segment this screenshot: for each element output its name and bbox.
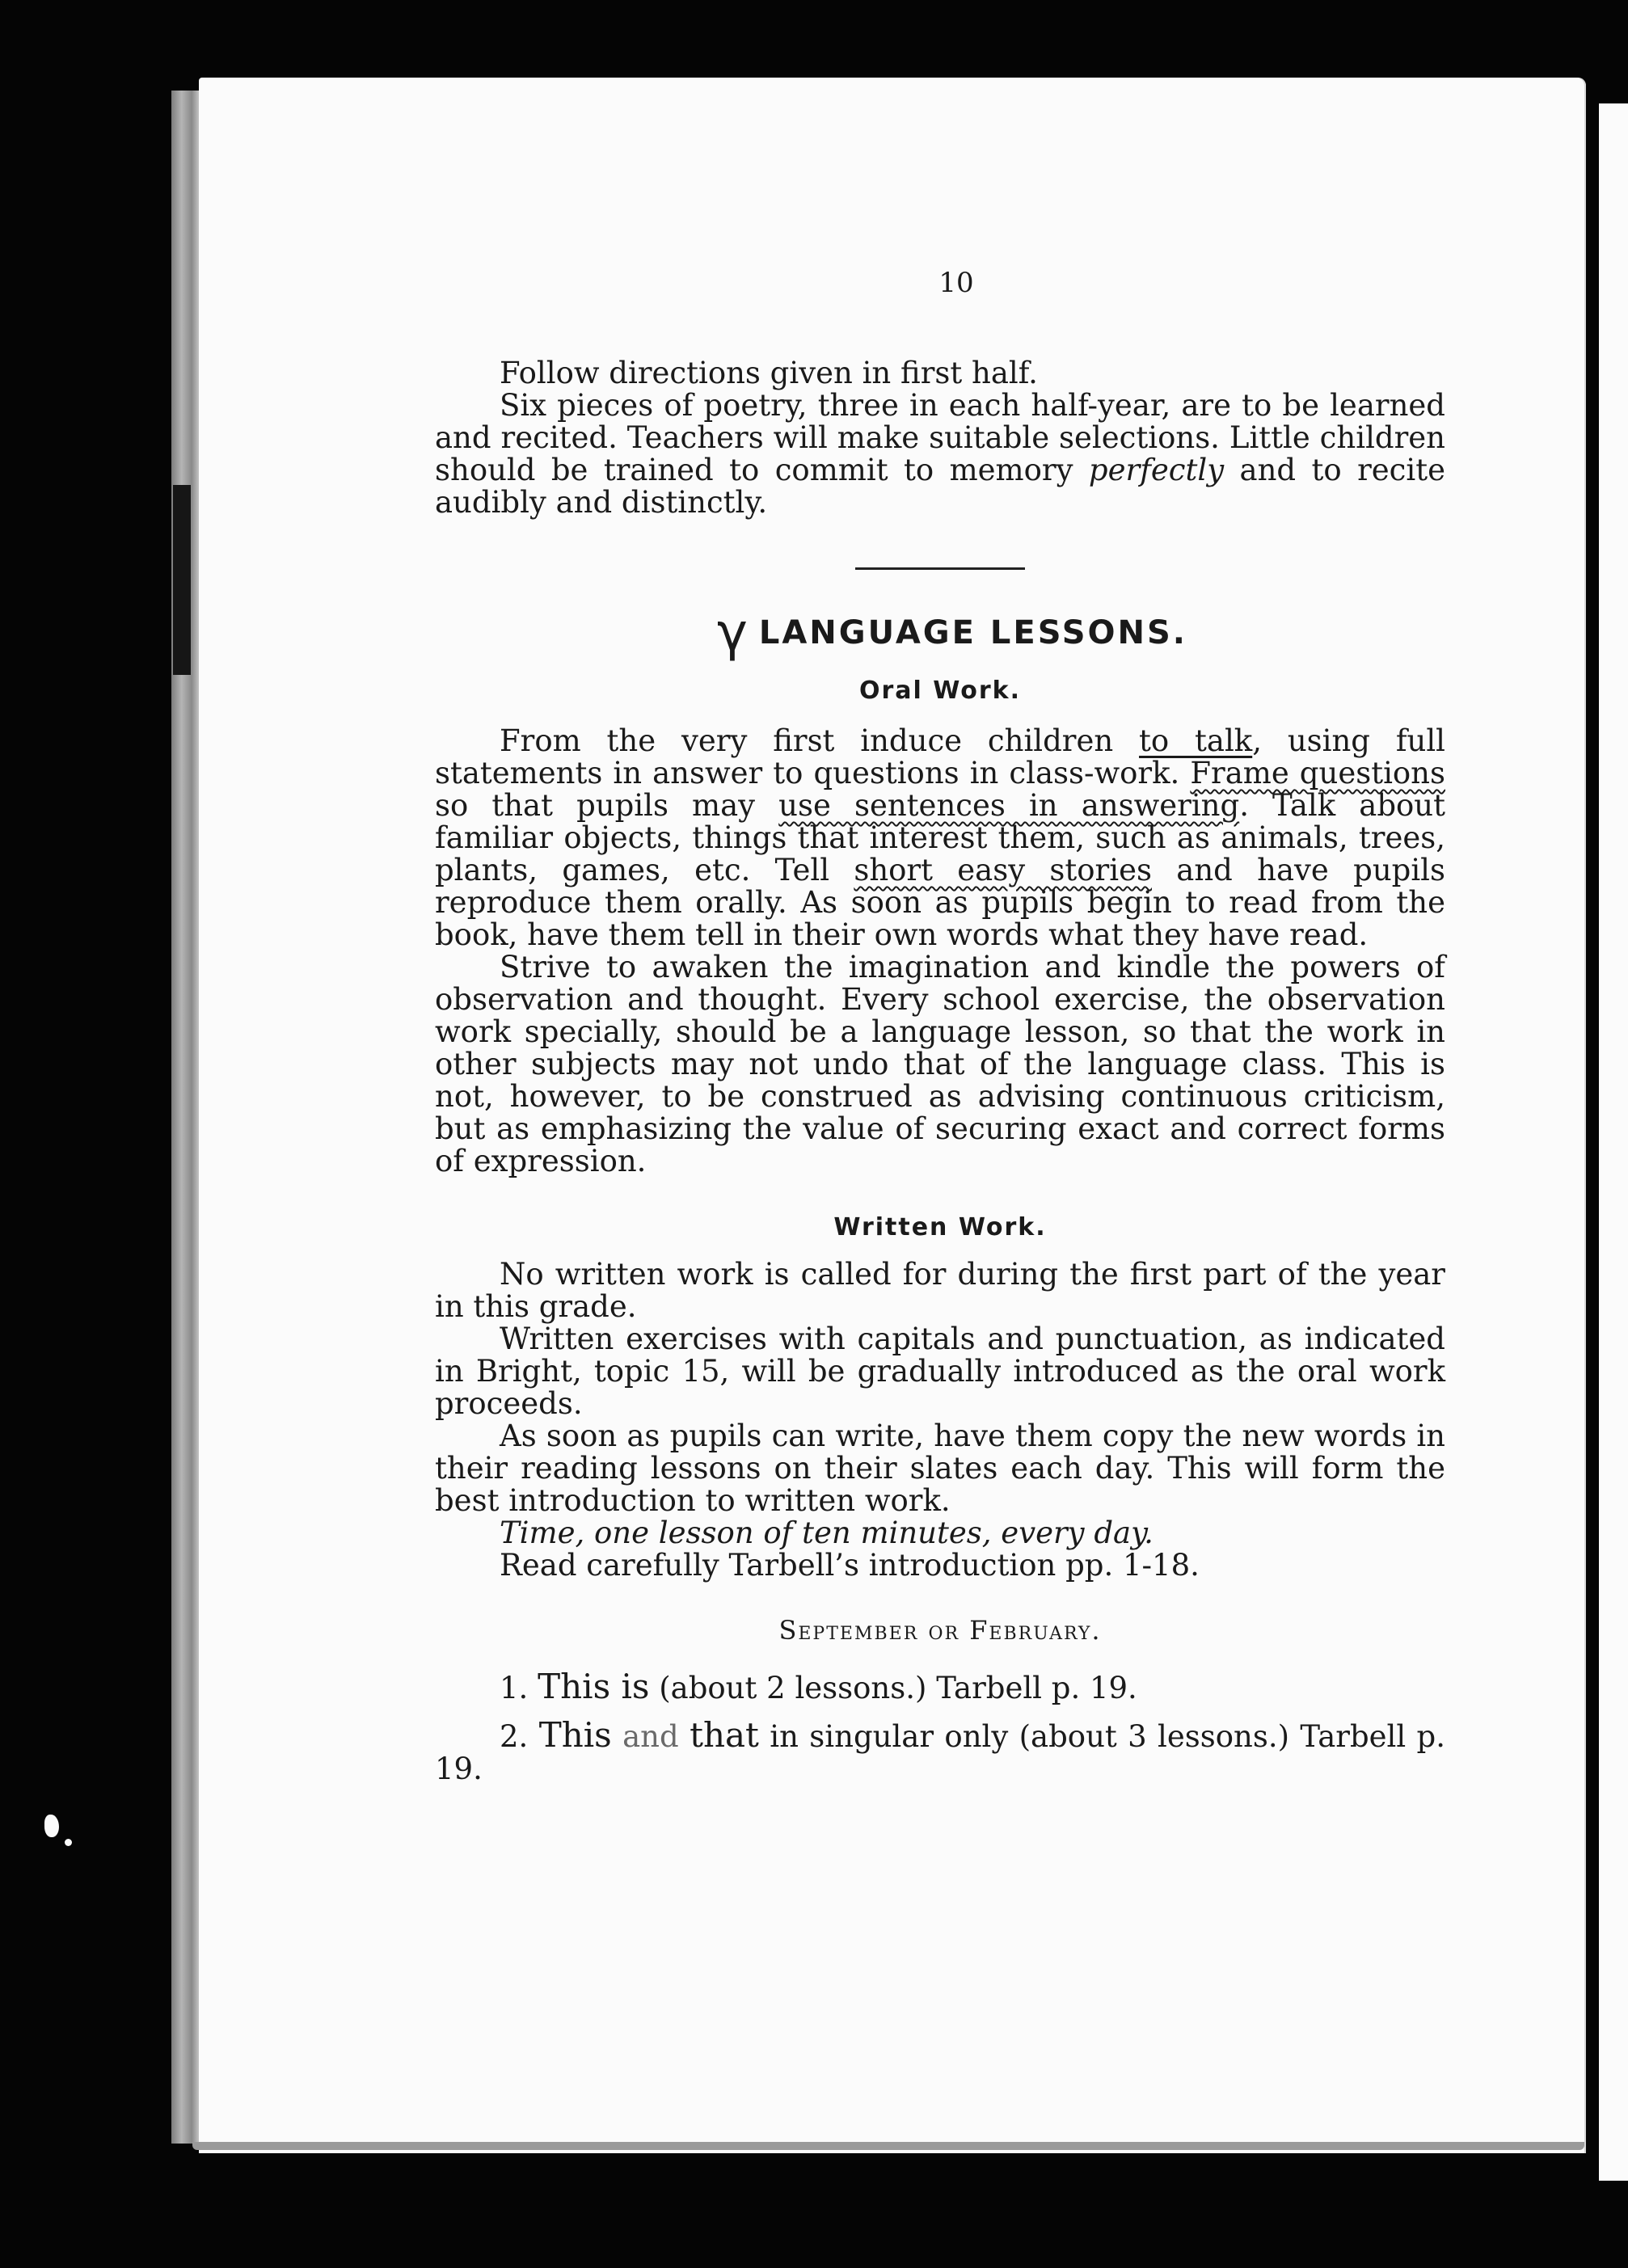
underlined-phrase: use sentences in answering	[778, 788, 1240, 823]
time-note	[435, 1517, 1445, 1549]
time-note-text: Time, one lesson of ten minutes, every day.	[500, 1516, 1154, 1550]
facing-page-edge	[1599, 103, 1628, 2181]
item-text: and	[611, 1719, 690, 1754]
written-work-heading: Written Work.	[833, 1213, 1047, 1241]
underlined-phrase: short easy stories	[854, 853, 1152, 887]
page-edge-shadow	[173, 485, 191, 675]
paragraph-text: and have pupils reproduce them orally. As soon as pupils begin to read from the book, have them tell in their own words what they have read.	[435, 853, 1445, 952]
section-divider	[855, 567, 1025, 570]
paragraph-text: From the very first induce children	[500, 723, 1140, 758]
italic-emphasis: perfectly	[1088, 453, 1225, 487]
page-text	[435, 267, 1445, 1800]
paragraph-text: . Talk about familiar objects, things that interest them, such as animals, trees, plants, games, etc. Tell	[435, 788, 1445, 887]
item-text: (about 2 lessons.) Tarbell p. 19.	[649, 1671, 1137, 1705]
paragraph-text: and to recite audibly and distinctly.	[435, 453, 1445, 520]
lesson-item	[435, 1667, 1445, 1706]
paragraph-text: Six pieces of poetry, three in each half-year, are to be learned and recited. Teachers will make suitable selections. Little children should be trained to commit to memory	[435, 388, 1445, 487]
paragraph	[435, 390, 1445, 519]
paragraph	[435, 1258, 1445, 1323]
underlined-phrase: to talk	[1139, 723, 1253, 758]
paragraph	[435, 951, 1445, 1178]
underlined-phrase: Frame questions	[1190, 756, 1445, 790]
scan-speck	[65, 1839, 72, 1846]
handwritten-mark-icon: γ	[716, 603, 748, 663]
oral-work-heading: Oral Work.	[858, 677, 1022, 705]
paragraph-text: so that pupils may	[435, 788, 779, 823]
lesson-item	[435, 1715, 1446, 1786]
item-number: 1.	[500, 1671, 529, 1705]
paragraph-text: No written work is called for during the first part of the year in this grade.	[435, 1257, 1445, 1324]
reading-note	[435, 1549, 1445, 1582]
page-number: 10	[938, 267, 974, 299]
paragraph	[435, 1420, 1445, 1517]
paragraph	[435, 1323, 1445, 1420]
section-title	[459, 603, 1445, 663]
paragraph	[435, 357, 1445, 390]
paragraph-text: Strive to awaken the imagination and kindle the powers of observation and thought. Every school exercise, the observation work specially, should be a language lesson, so that the work in other subjects may not undo that of the language class. This is not, however, to be construed as advising continuous criticism, but as emphasizing the value of securing exact and correct forms of expression.	[435, 950, 1445, 1178]
scan-speck	[44, 1815, 59, 1837]
item-keyword: This	[538, 1715, 612, 1755]
page-bottom-edge	[192, 2142, 1584, 2150]
paragraph-text: Follow directions given in first half.	[500, 356, 1038, 390]
item-keyword: This is	[538, 1667, 650, 1706]
item-number: 2.	[500, 1719, 529, 1754]
paragraph-text: As soon as pupils can write, have them copy the new words in their reading lessons on their slates each day. This will form the best introduction to written work.	[435, 1419, 1445, 1518]
item-text: in singular only (about 3 lessons.) Tarbell p. 19.	[435, 1719, 1446, 1786]
reading-note-text: Read carefully Tarbell’s introduction pp. 1-18.	[500, 1548, 1200, 1583]
month-heading: September or February.	[778, 1615, 1102, 1646]
page-edge-strip	[171, 91, 200, 2144]
paragraph-text: , using full statements in answer to questions in class-work.	[435, 723, 1446, 790]
section-title-text: LANGUAGE LESSONS.	[758, 614, 1188, 651]
paragraph	[435, 725, 1445, 951]
item-keyword: that	[690, 1715, 759, 1755]
paragraph-text: Written exercises with capitals and punctuation, as indicated in Bright, topic 15, will be gradually introduced as the oral work proceeds.	[435, 1322, 1445, 1421]
